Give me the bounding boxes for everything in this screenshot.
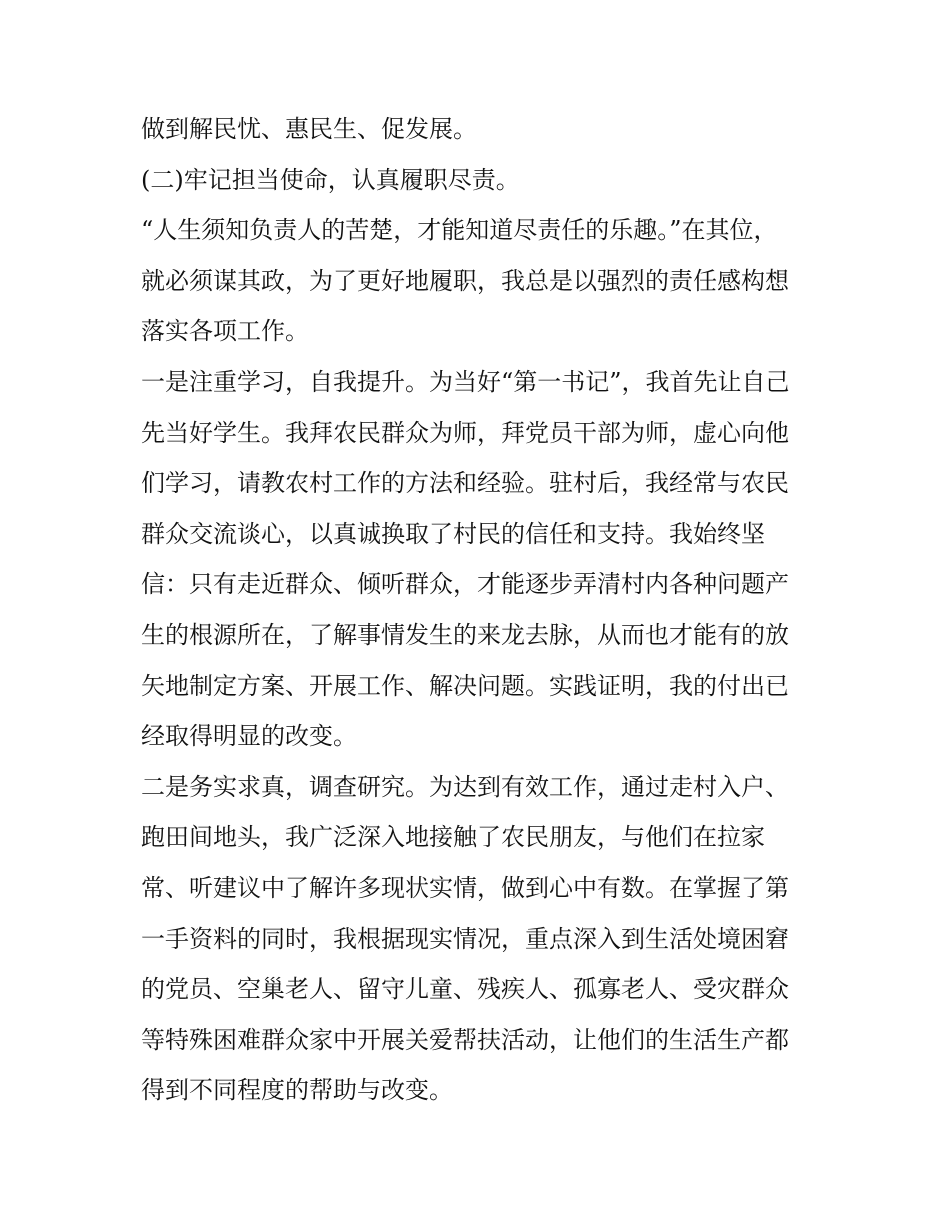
document-body	[141, 104, 821, 1116]
text-line: 做到解民忧、惠民生、促发展。	[141, 115, 477, 143]
text-line: 们学习，请教农村工作的方法和经验。驻村后，我经常与农民	[141, 469, 789, 498]
text-line: “人生须知负责人的苦楚，才能知道尽责任的乐趣。”在其位，	[141, 216, 778, 245]
text-line: 跑田间地头，我广泛深入地接触了农民朋友，与他们在拉家	[141, 823, 765, 852]
text-line: 得到不同程度的帮助与改变。	[141, 1076, 453, 1105]
text-line: 等特殊困难群众家中开展关爱帮扶活动，让他们的生活生产都	[141, 1025, 789, 1054]
text-line: 一手资料的同时，我根据现实情况，重点深入到生活处境困窘	[141, 924, 789, 953]
text-line: 一是注重学习，自我提升。为当好“第一书记”，我首先让自己	[141, 367, 790, 396]
section-heading: (二)牢记担当使命，认真履职尽责。	[141, 165, 520, 194]
text-line: 常、听建议中了解许多现状实情，做到心中有数。在掌握了第	[141, 873, 789, 902]
text-line: 矢地制定方案、开展工作、解决问题。实践证明，我的付出已	[141, 671, 789, 700]
text-line: 二是务实求真，调查研究。为达到有效工作，通过走村入户、	[141, 772, 789, 801]
text-line: 信：只有走近群众、倾听群众，才能逐步弄清村内各种问题产	[141, 570, 789, 599]
text-line: 先当好学生。我拜农民群众为师，拜党员干部为师，虚心向他	[141, 418, 789, 447]
text-line: 落实各项工作。	[141, 317, 309, 346]
text-line: 经取得明显的改变。	[141, 722, 357, 751]
text-line: 生的根源所在，了解事情发生的来龙去脉，从而也才能有的放	[141, 620, 789, 649]
text-line: 的党员、空巢老人、留守儿童、残疾人、孤寡老人、受灾群众	[141, 975, 789, 1004]
text-line: 就必须谋其政，为了更好地履职，我总是以强烈的责任感构想	[141, 266, 789, 295]
text-line: 群众交流谈心，以真诚换取了村民的信任和支持。我始终坚	[141, 519, 765, 548]
